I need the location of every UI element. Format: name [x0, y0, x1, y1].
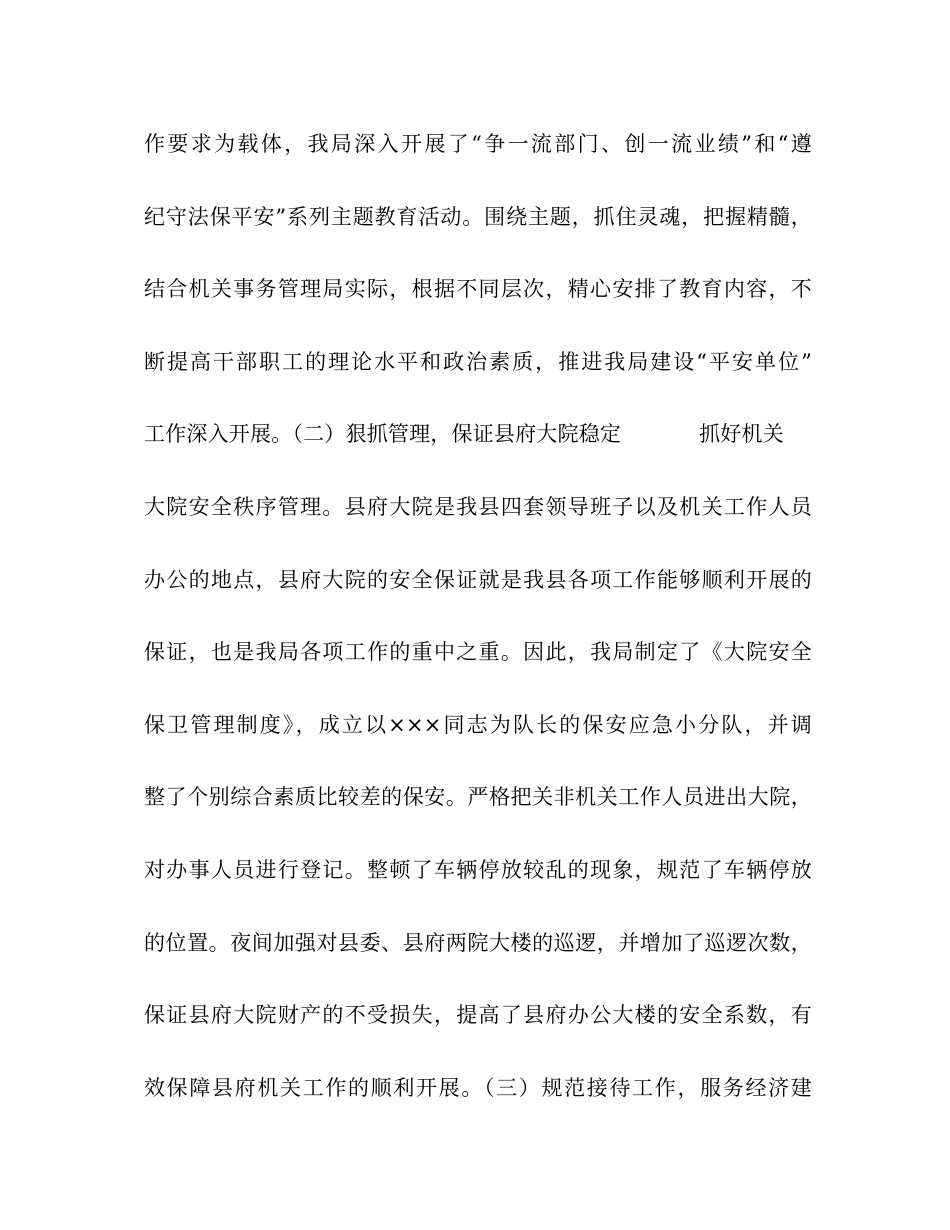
text-line: 效保障县府机关工作的顺利开展。（三）规范接待工作，服务经济建	[144, 1075, 812, 1100]
text-line: 对办事人员进行登记。整顿了车辆停放较乱的现象，规范了车辆停放	[144, 857, 812, 882]
text-line: 的位置。夜间加强对县委、县府两院大楼的巡逻，并增加了巡逻次数，	[144, 930, 812, 955]
text-line-segment: 抓好机关	[699, 422, 784, 447]
body-paragraph	[144, 120, 812, 1136]
text-line: 纪守法保平安”系列主题教育活动。围绕主题，抓住灵魂，把握精髓，	[144, 204, 812, 229]
text-line: 保卫管理制度》，成立以×××同志为队长的保安应急小分队，并调	[144, 712, 812, 737]
text-line: 作要求为载体，我局深入开展了“争一流部门、创一流业绩”和“遵	[144, 132, 812, 156]
text-line: 保证，也是我局各项工作的重中之重。因此，我局制定了《大院安全	[144, 640, 812, 665]
text-line: 办公的地点，县府大院的安全保证就是我县各项工作能够顺利开展的	[144, 567, 812, 592]
text-line: 结合机关事务管理局实际，根据不同层次，精心安排了教育内容，不	[144, 277, 812, 302]
text-line-with-gap	[144, 410, 812, 483]
text-line: 断提高干部职工的理论水平和政治素质，推进我局建设“平安单位”	[144, 349, 812, 374]
text-line: 大院安全秩序管理。县府大院是我县四套领导班子以及机关工作人员	[144, 494, 812, 519]
text-line-segment: 工作深入开展。（二）狠抓管理，保证县府大院稳定	[144, 422, 622, 447]
text-line: 整了个别综合素质比较差的保安。严格把关非机关工作人员进出大院，	[144, 785, 812, 810]
text-line: 保证县府大院财产的不受损失，提高了县府办公大楼的安全系数，有	[144, 1003, 812, 1028]
